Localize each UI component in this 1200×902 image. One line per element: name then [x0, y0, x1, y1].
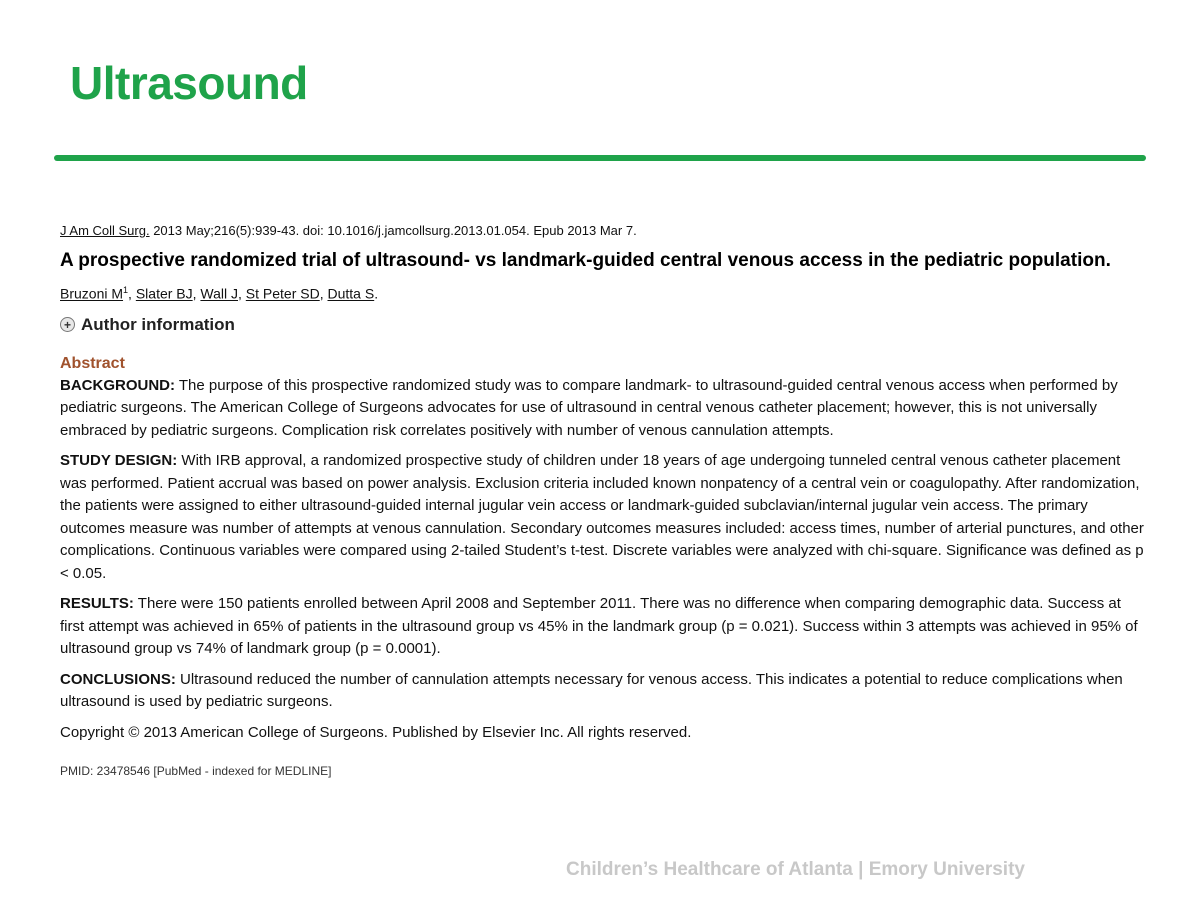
pmid-line: PMID: 23478546 [PubMed - indexed for MEDLINE]: [60, 763, 332, 778]
background-label: BACKGROUND:: [60, 376, 175, 394]
abstract-results: [60, 593, 1145, 661]
author-information-toggle[interactable]: [60, 315, 1145, 335]
author-affiliation-marker: 1: [123, 285, 129, 295]
citation-line: [60, 222, 1145, 240]
conclusions-text: Ultrasound reduced the number of cannulation attempts necessary for venous access. This indicates a potential to reduce complications when ultrasound is used by pediatric surgeons.: [60, 670, 1123, 711]
author-separator: ,: [128, 285, 136, 302]
abstract-conclusions: [60, 669, 1145, 714]
results-label: RESULTS:: [60, 595, 134, 613]
author-link[interactable]: Wall J: [200, 285, 239, 302]
background-text: The purpose of this prospective randomized study was to compare landmark- to ultrasound-guided central venous access when performed by pediatric surgeons. The American College of Surgeons advocates for use of ultrasound in central venous catheter placement; however, this is not universally embraced by pediatric surgeons. Complication risk correlates positively with number of venous cannulation attempts.: [60, 376, 1118, 439]
title-divider: [54, 155, 1146, 161]
study-design-label: STUDY DESIGN:: [60, 452, 178, 470]
article-title: A prospective randomized trial of ultrasound- vs landmark-guided central venous access in the pediatric population.: [60, 250, 1111, 271]
abstract-study-design: [60, 450, 1145, 585]
author-list: [60, 281, 1145, 303]
expand-plus-icon[interactable]: +: [60, 317, 75, 332]
pubmed-abstract: [60, 222, 1145, 778]
journal-link[interactable]: J Am Coll Surg.: [60, 223, 150, 238]
results-text: There were 150 patients enrolled between April 2008 and September 2011. There was no difference when comparing demographic data. Success at first attempt was achieved in 65% of patients in the ultrasound group vs 45% in the landmark group (p = 0.021). Success within 3 attempts was achieved in 95% of ultrasound group vs 74% of landmark group (p = 0.0001).: [60, 595, 1138, 658]
abstract-background: [60, 375, 1145, 443]
author-link[interactable]: Bruzoni M: [60, 285, 124, 302]
author-link[interactable]: St Peter SD: [245, 285, 320, 302]
author-separator: ,: [319, 285, 328, 302]
author-link[interactable]: Dutta S: [327, 285, 375, 302]
author-separator: ,: [192, 285, 201, 302]
author-information-label: Author information: [81, 314, 235, 334]
citation-details: 2013 May;216(5):939-43. doi: 10.1016/j.jamcollsurg.2013.01.054. Epub 2013 Mar 7.: [149, 223, 637, 238]
author-separator: .: [374, 285, 379, 302]
slide-footer: Children’s Healthcare of Atlanta | Emory University: [566, 859, 1025, 880]
conclusions-label: CONCLUSIONS:: [60, 670, 176, 688]
slide-title: Ultrasound: [70, 57, 308, 109]
study-design-text: With IRB approval, a randomized prospective study of children under 18 years of age undergoing tunneled central venous catheter placement was performed. Patient accrual was based on power analysis. Exclusion criteria included known nonpatency of a central vein or coagulopathy. After randomization, the patients were assigned to either ultrasound-guided internal jugular vein access or landmark-guided subclavian/internal jugular vein access. The primary outcomes measure was number of attempts at venous cannulation. Secondary outcomes measures included: access times, number of arterial punctures, and other complications. Continuous variables were compared using 2-tailed Student’s t-test. Discrete variables were analyzed with chi-square. Significance was defined as p < 0.05.: [60, 452, 1144, 582]
author-link[interactable]: Slater BJ: [135, 285, 193, 302]
abstract-heading: Abstract: [60, 354, 125, 372]
copyright-notice: Copyright © 2013 American College of Surgeons. Published by Elsevier Inc. All rights reserved.: [60, 723, 692, 741]
author-separator: ,: [238, 285, 246, 302]
